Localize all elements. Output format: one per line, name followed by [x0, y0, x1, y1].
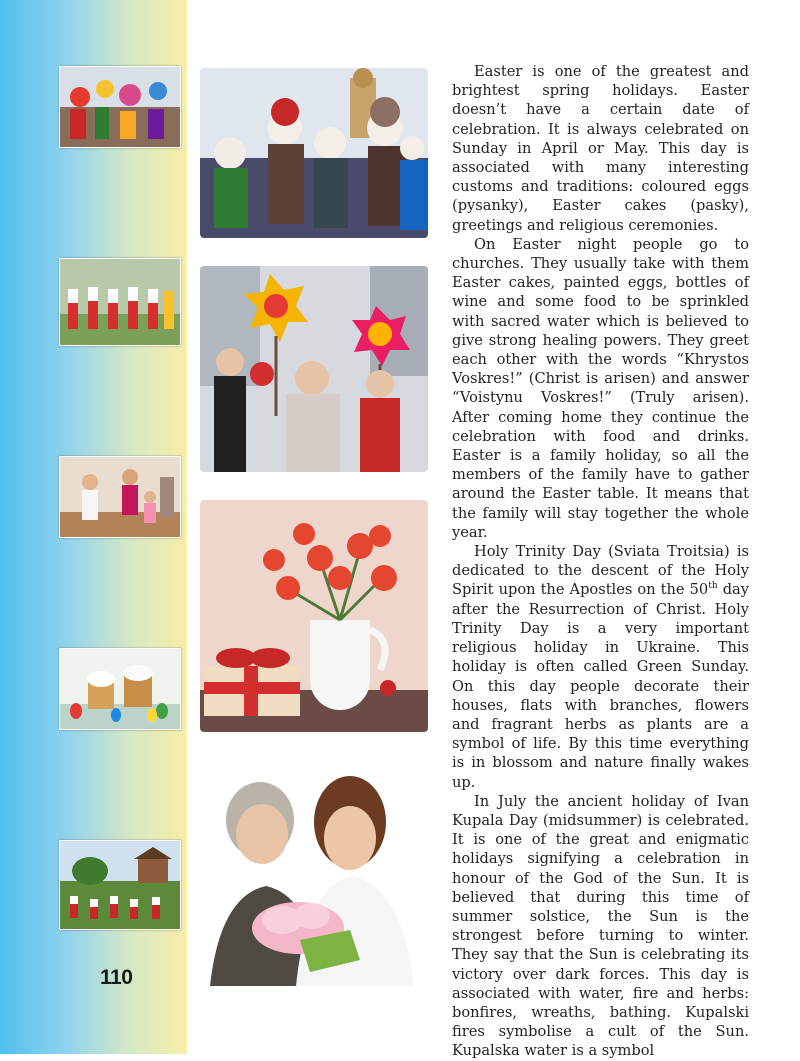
paragraph-holy-trinity-before: Holy Trinity Day (Sviata Troitsia) is dedicated to the descent of the Holy Spirit upon the Apostles on the 50: [452, 543, 749, 599]
paragraph-easter-night: On Easter night people go to churches. They usually take with them Easter cakes, painted eggs, bottles of wine and some food to be sprinkled with sacred water which is believed to give strong healing powers. They greet each other with the words “Khrystos Voskres!” (Christ is arisen) and answer “Voistynu Voskres!” (Truly arisen). After coming home they continue the celebration with food and drinks. Easter is a family holiday, so all the members of the family have to gather around the Easter table. It means that the family will stay together the whole year.: [452, 235, 749, 541]
thumbnail-folk-dancers: [59, 258, 181, 346]
thumbnail-carnival-crowd: [59, 66, 181, 148]
body-text: [452, 62, 749, 1061]
photo-christmas-stars-procession: [200, 266, 428, 472]
paragraph-holy-trinity: [452, 542, 749, 792]
paragraph-easter-intro: Easter is one of the greatest and brightest spring holidays. Easter doesn’t have a certain date of celebration. It is always celebrated on Sunday in April or May. This day is associated with many interesting customs and traditions: coloured eggs (pysanky), Easter cakes (pasky), greetings and religious ceremonies.: [452, 63, 749, 234]
page-number: 110: [100, 966, 133, 989]
photo-mother-daughter-flowers: [200, 760, 428, 986]
photo-red-roses-gift: [200, 500, 428, 732]
photo-clowns-parade: [200, 68, 428, 238]
ordinal-suffix: th: [708, 581, 718, 592]
thumbnail-kupala-wreaths: [59, 840, 181, 930]
paragraph-ivan-kupala: In July the ancient holiday of Ivan Kupala Day (midsummer) is celebrated. It is one of the great and enigmatic holidays signifying a celebration in honour of the God of the Sun. It is believed that during this time of summer solstice, the Sun is the strongest before turning to winter. They say that the Sun is celebrating its victory over dark forces. This day is associated with water, fire and herbs: bonfires, wreaths, bathing. Kupalski fires symbolise a cult of the Sun. Kupalska water is a symbol: [452, 792, 749, 1060]
thumbnail-easter-cakes: [59, 648, 181, 730]
paragraph-holy-trinity-after: day after the Resurrection of Christ. Holy Trinity Day is a very important religious holiday in Ukraine. This holiday is often called Green Sunday. On this day people decorate their houses, flats with branches, flowers and fragrant herbs as plants are a symbol of life. By this time everything is in blossom and nature finally wakes up.: [452, 581, 749, 791]
thumbnail-family-celebration: [59, 456, 181, 538]
